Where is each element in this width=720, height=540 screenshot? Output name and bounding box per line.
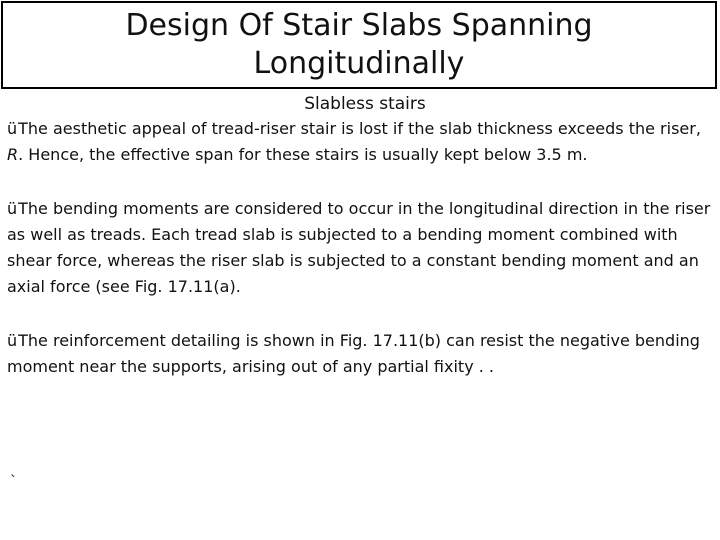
bullet-item (7, 196, 713, 300)
check-bullet-icon: ü (7, 199, 18, 218)
check-bullet-icon: ü (7, 331, 18, 350)
bullet-text: The bending moments are considered to occur in the longitudinal direction in the riser as well as treads. Each tread slab is subjected to a bending moment combined with shear force, whereas the riser slab is subjected to a constant bending moment and an axial force (see Fig. 17.11(a). (7, 199, 711, 296)
section-subtitle: Slabless stairs (304, 94, 426, 114)
slide-title: Design Of Stair Slabs Spanning Longitudinally (125, 8, 593, 81)
bullet-text: The aesthetic appeal of tread-riser stair is lost if the slab thickness exceeds the riser, (18, 119, 701, 138)
bullet-text: . Hence, the effective span for these stairs is usually kept below 3.5 m. (18, 145, 588, 164)
bullet-italic-text: R (7, 145, 19, 164)
bullet-item (7, 328, 713, 380)
stray-mark: ` (10, 474, 17, 490)
check-bullet-icon: ü (7, 119, 18, 138)
bullet-text: The reinforcement detailing is shown in Fig. 17.11(b) can resist the negative bending moment near the supports, arising out of any partial fixity . . (7, 331, 700, 376)
slide-title-box (1, 1, 717, 89)
bullet-item (7, 116, 713, 168)
slide-content (7, 92, 713, 380)
